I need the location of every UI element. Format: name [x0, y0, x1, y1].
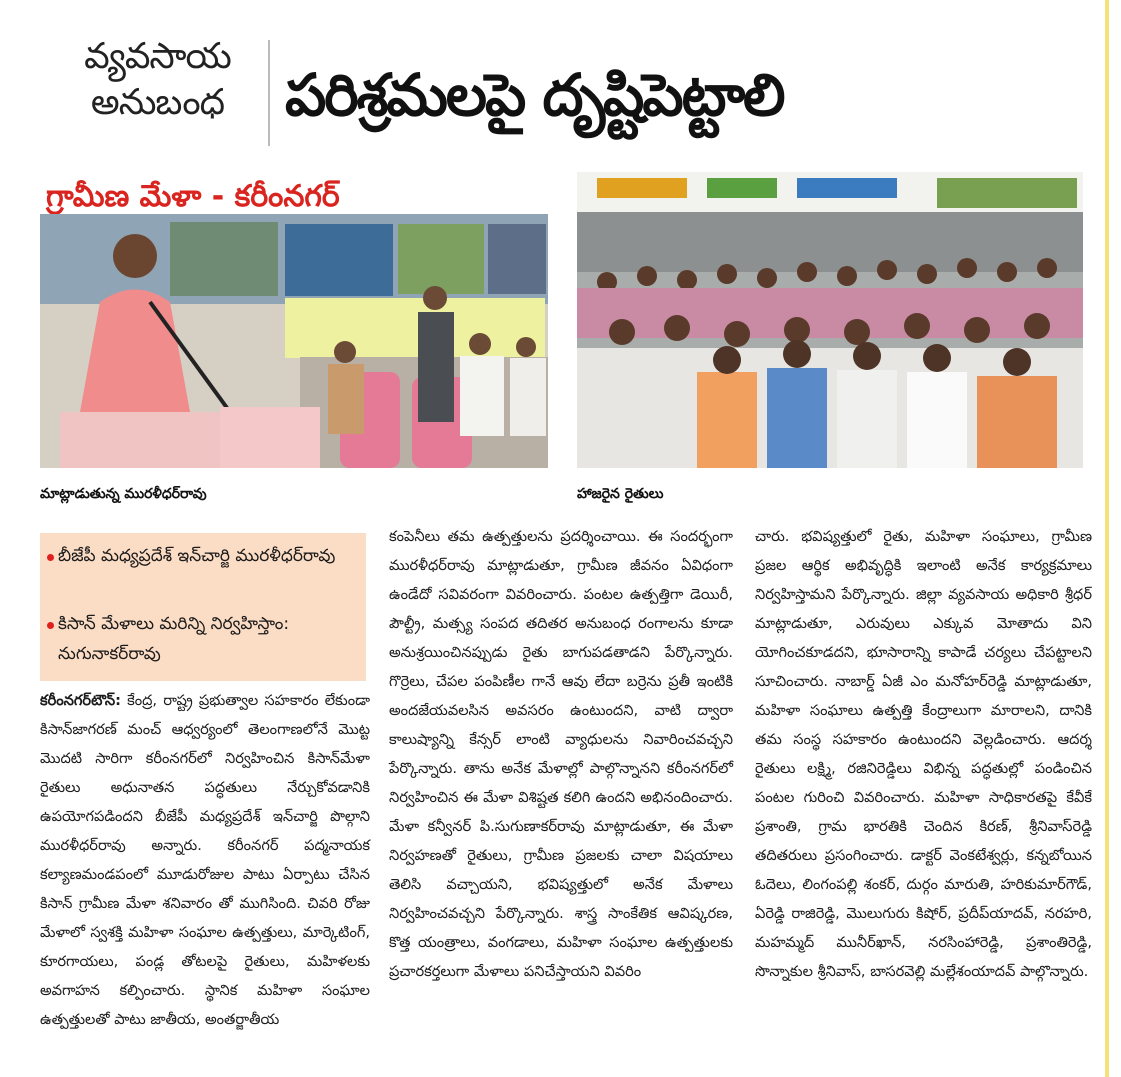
kicker-line-1: వ్యవసాయ: [84, 36, 231, 77]
headline: పరిశ్రమలపై దృష్టిపెట్టాలి: [285, 61, 784, 129]
speaker-photo-caption: మాట్లాడుతున్న మురళీధర్‌రావు: [40, 486, 207, 502]
article-text: కేంద్ర, రాష్ట్ర ప్రభుత్వాల సహకారం లేకుండా కిసాన్‌జాగరణ్ మంచ్ ఆధ్వర్యంలో తెలంగాణలోనే మొట్ట మొదటి సారిగా కరీంనగర్‌లో నిర్వహించిన కిసాన్‌మేళా రైతులు అధునాతన పద్ధతులు నేర్చుకోవడానికి ఉపయోగపడిందని బీజేపీ మధ్యప్రదేశ్ ఇన్‌చార్జి పొల్గాని మురళీధర్‌రావు అన్నారు. కరీంనగర్ పద్మనాయక కల్యాణమండపంలో మూడురోజుల పాటు ఏర్పాటు చేసిన కిసాన్ గ్రామీణ మేళా శనివారం తో ముగిసింది. చివరి రోజు మేళాలో స్వశక్తి మహిళా సంఘాల ఉత్పత్తులు, మార్కెటింగ్, కూరగాయలు, పండ్ల తోటలపై రైతులు, మహిళలకు అవగాహన కల్పించారు. స్థానిక మహిళా సంఘాల ఉత్పత్తులతో పాటు జాతీయ, అంతర్జాతీయ: [40, 692, 370, 1028]
highlight-box: [40, 533, 366, 681]
audience-photo: [577, 172, 1083, 468]
article-column-1: [40, 686, 370, 1034]
article-column-3: [755, 522, 1092, 986]
highlight-item: [58, 609, 358, 669]
audience-photo-caption: హాజరైన రైతులు: [577, 486, 664, 502]
dateline: కరీంనగర్‌టౌన్:: [40, 692, 121, 709]
highlight-item: [58, 541, 358, 571]
highlight-text: కిసాన్ మేళాలు మరిన్ని నిర్వహిస్తాం: నుగునాకర్‌రావు: [58, 614, 290, 664]
audience-photo-illustration: [577, 172, 1083, 468]
speaker-photo-illustration: [40, 172, 548, 468]
highlight-text: బీజేపీ మధ్యప్రదేశ్ ఇన్‌చార్జి మురళీధర్‌రావు: [58, 546, 336, 566]
article-column-2: [389, 522, 733, 986]
article-text: కంపెనీలు తమ ఉత్పత్తులను ప్రదర్శించాయి. ఈ సందర్భంగా మురళీధర్‌రావు మాట్లాడుతూ, గ్రామీణ జీవనం ఏవిధంగా ఉండేదో సవివరంగా వివరించారు. పంటల ఉత్పత్తిగా డెయిరీ, పౌల్ట్రీ, మత్స్య సంపద తదితర అనుబంధ రంగాలను కూడా అనుశ్రయించినప్పుడు రైతు బాగుపడతాడని పేర్కొన్నారు. గొర్రెలు, చేపల పంపిణీల గానే ఆవు లేదా బర్రెను ప్రతీ ఇంటికి అందజేయవలసిన అవసరం ఉంటుందని, వాటి ద్వారా కాలుష్యాన్ని కేన్సర్ లాంటి వ్యాధులను నివారించవచ్చని పేర్కొన్నారు. తాను అనేక మేళాల్లో పాల్గొన్నానని కరీంనగర్‌లో నిర్వహించిన ఈ మేళా విశిష్టత కలిగి ఉందని అభినందించారు. మేళా కన్వీనర్ పి.సుగుణాకర్‌రావు మాట్లాడుతూ, ఈ మేళా నిర్వహణతో రైతులు, గ్రామీణ ప్రజలకు చాలా విషయాలు తెలిసి వచ్చాయని, భవిష్యత్తులో అనేక మేళాలు నిర్వహించవచ్చని పేర్కొన్నారు. శాస్త్ర సాంకేతిక ఆవిష్కరణ, కొత్త యంత్రాలు, వంగడాలు, మహిళా సంఘాల ఉత్పత్తులకు ప్రచారకర్తలుగా మేళాలు పనిచేస్తాయని వివరిం: [389, 528, 733, 980]
article-text: చారు. భవిష్యత్తులో రైతు, మహిళా సంఘాలు, గ్రామీణ ప్రజల ఆర్థిక అభివృద్ధికి ఇలాంటి అనేక కార్యక్రమాలు నిర్వహిస్తామని పేర్కొన్నారు. జిల్లా వ్యవసాయ అధికారి శ్రీధర్ మాట్లాడుతూ, ఎరువులు ఎక్కువ మోతాదు విని యోగించకూడదని, భూసారాన్ని కాపాడే చర్యలు చేపట్టాలని సూచించారు. నాబార్డ్ ఏజీ ఎం మనోహర్‌రెడ్డి మాట్లాడుతూ, మహిళా సంఘాలు ఉత్పత్తి కేంద్రాలుగా మారాలని, దానికి తమ సంస్థ సహకారం ఉంటుందని వెల్లడించారు. ఆదర్శ రైతులు లక్ష్మి, రజినిరెడ్డిలు విభిన్న పద్ధతుల్లో పండించిన పంటల గురించి వివరించారు. మహిళా సాధికారతపై కేవీకే ప్రశాంతి, గ్రామ భారతికి చెందిన కిరణ్, శ్రీనివాస్‌రెడ్డి తదితరులు ప్రసంగించారు. డాక్టర్ వెంకటేశ్వర్లు, కన్నబోయిన ఓదెలు, లింగంపల్లి శంకర్, దుర్గం మారుతి, హరికుమార్‌గౌడ్, ఏరెడ్డి రాజిరెడ్డి, మొలుగురు కిషోర్, ప్రదీప్‌యాదవ్, నరహరి, మహమ్మద్ మునీర్‌ఖాన్, నరసింహారెడ్డి, ప్రశాంతిరెడ్డి, సొన్నాకుల శ్రీనివాస్, బాసరవెల్లి మల్లేశంయాదవ్ పాల్గొన్నారు.: [755, 528, 1092, 980]
kicker-line-2: అనుబంధ: [90, 82, 225, 123]
bullet-icon: [47, 622, 54, 629]
banner-text: గ్రామీణ మేళా - కరీంనగర్: [46, 179, 340, 214]
header-divider: [268, 40, 270, 146]
speaker-photo: [40, 172, 548, 468]
section-kicker: [55, 34, 260, 126]
bullet-icon: [47, 554, 54, 561]
